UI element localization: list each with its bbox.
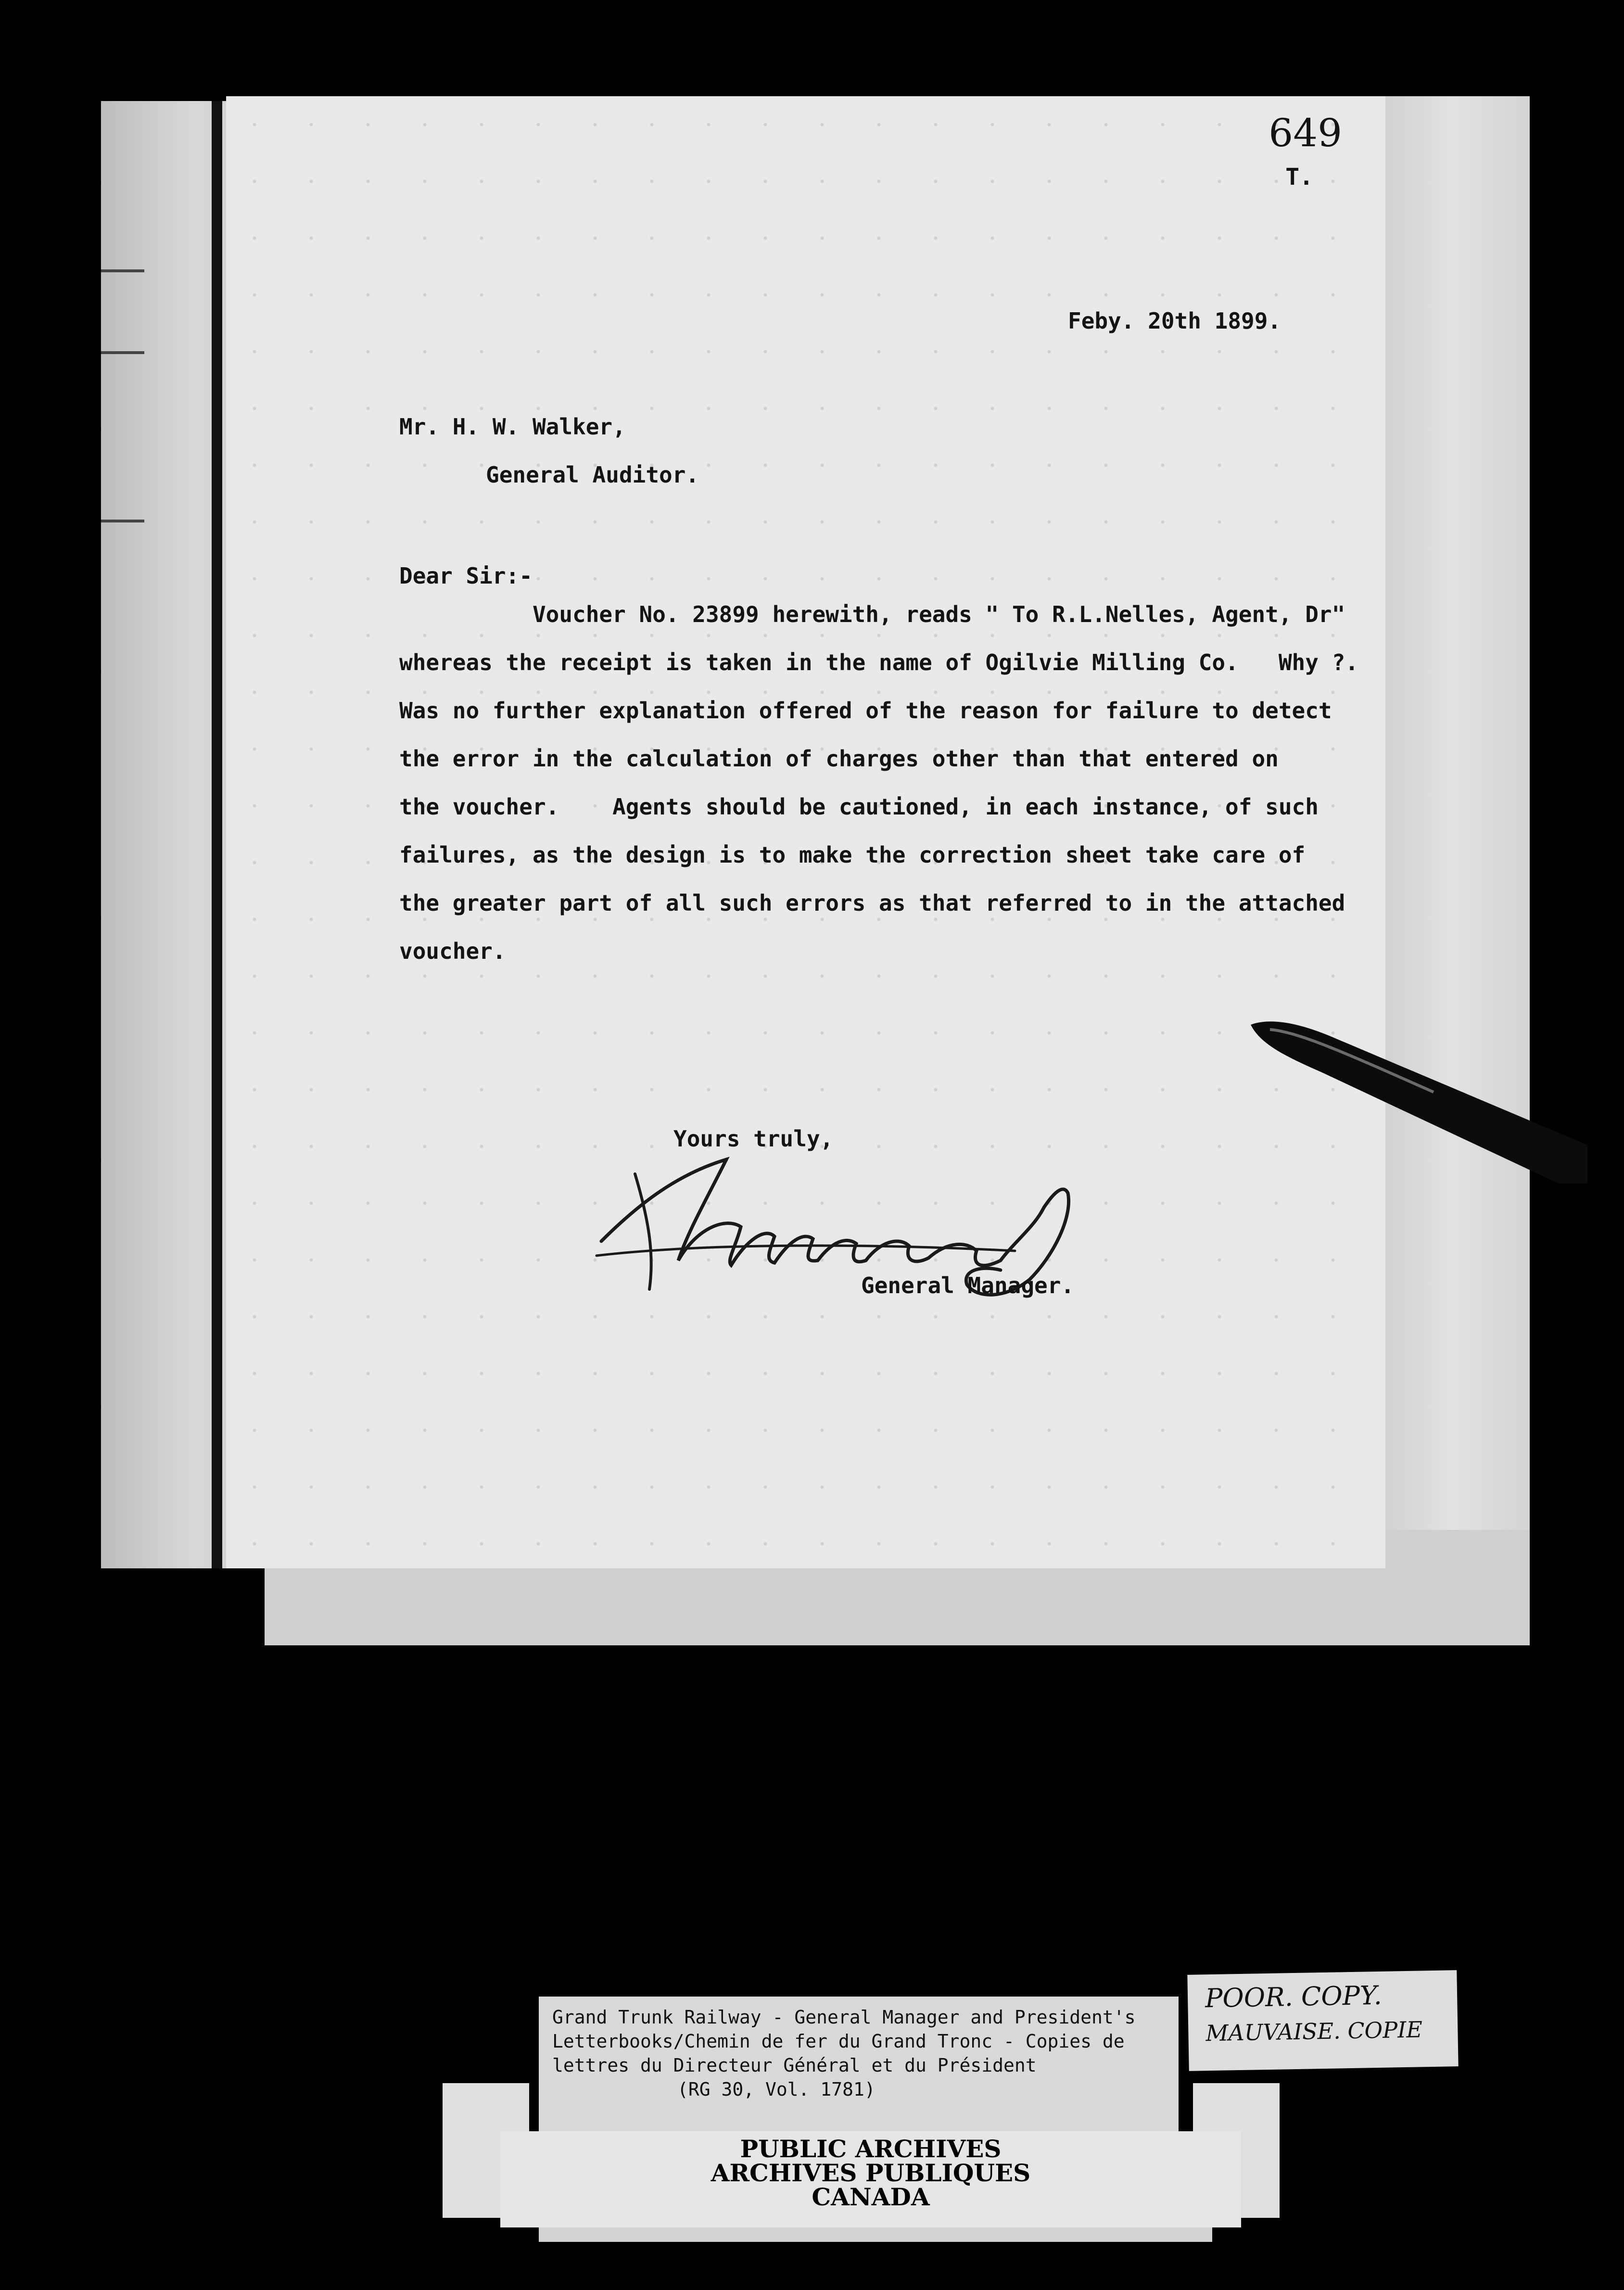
public-archives-stamp xyxy=(500,2131,1241,2227)
note-line-english: POOR. COPY. xyxy=(1205,1980,1383,2014)
body-line: Voucher No. 23899 herewith, reads " To R.L.Nelles, Agent, Dr" xyxy=(399,601,1345,627)
recipient-title: General Auditor. xyxy=(486,462,699,488)
recipient-name: Mr. H. W. Walker, xyxy=(399,414,626,440)
letter-page xyxy=(226,96,1385,1568)
archive-caption-line: Grand Trunk Railway - General Manager and President's xyxy=(552,2007,1136,2028)
poor-copy-note xyxy=(1187,1970,1458,2071)
stamp-line: CANADA xyxy=(812,2183,930,2211)
salutation: Dear Sir:- xyxy=(399,563,533,589)
binding-shadow xyxy=(212,101,222,1568)
page-edge-mark xyxy=(101,269,144,272)
archive-reference: (RG 30, Vol. 1781) xyxy=(677,2079,875,2100)
body-line: the error in the calculation of charges other than that entered on xyxy=(399,746,1279,772)
back-page-right xyxy=(1376,96,1530,1549)
body-line: whereas the receipt is taken in the name of Ogilvie Milling Co. Why ?. xyxy=(399,649,1358,675)
signer-title: General Manager. xyxy=(861,1272,1075,1298)
body-line: the voucher. Agents should be cautioned, in each instance, of such xyxy=(399,794,1319,820)
page-edge-mark xyxy=(101,351,144,354)
stamp-line: ARCHIVES PUBLIQUES xyxy=(710,2159,1031,2187)
note-line-french: MAUVAISE. COPIE xyxy=(1205,2016,1423,2047)
body-line: Was no further explanation offered of the reason for failure to detect xyxy=(399,698,1332,724)
pen-pointer xyxy=(1241,1001,1587,1183)
stamp-line: PUBLIC ARCHIVES xyxy=(740,2135,1002,2163)
page-number: 649 xyxy=(1269,111,1342,155)
body-line: voucher. xyxy=(399,938,506,964)
letter-date: Feby. 20th 1899. xyxy=(1068,308,1281,334)
page-edge-mark xyxy=(101,520,144,522)
page-mark: T. xyxy=(1285,164,1313,191)
body-line: failures, as the design is to make the correction sheet take care of xyxy=(399,842,1306,868)
archive-caption-label xyxy=(539,1997,1179,2131)
stamp-base xyxy=(539,2227,1212,2242)
closing: Yours truly, xyxy=(673,1126,834,1152)
body-line: the greater part of all such errors as that referred to in the attached xyxy=(399,890,1345,916)
archive-caption-line: lettres du Directeur Général et du Président xyxy=(552,2055,1037,2076)
archive-caption-line: Letterbooks/Chemin de fer du Grand Tronc - Copies de xyxy=(552,2031,1125,2052)
